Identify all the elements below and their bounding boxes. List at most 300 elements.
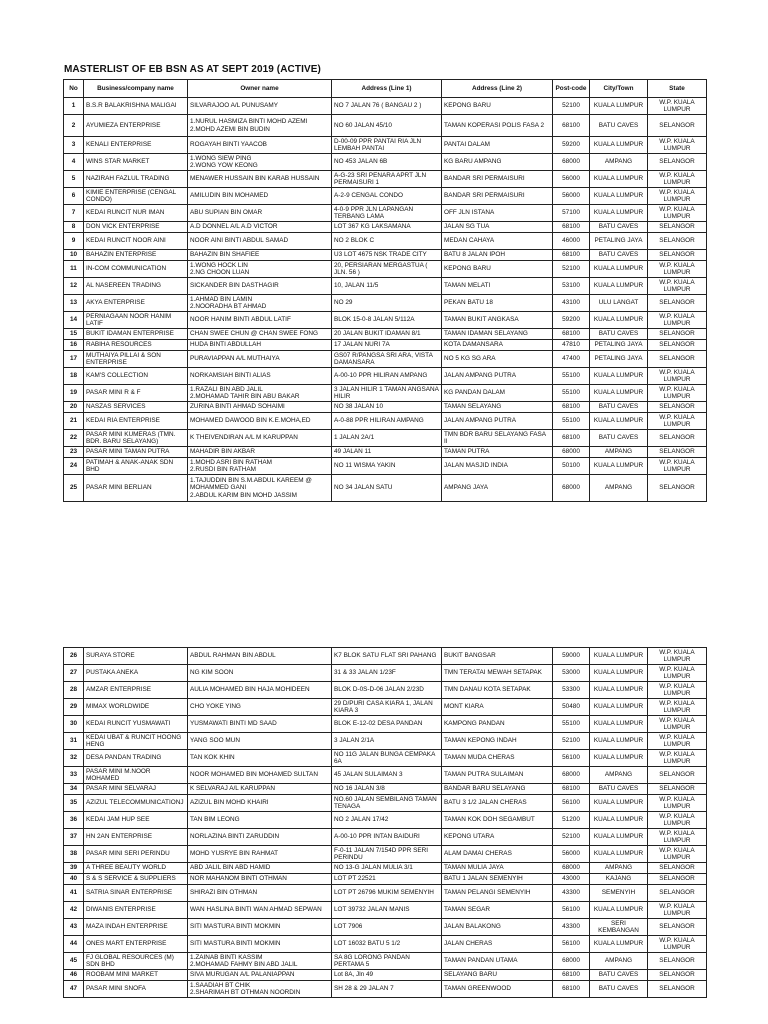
cell-state: W.P. KUALA LUMPUR bbox=[648, 261, 707, 278]
table-row bbox=[64, 171, 707, 188]
table-row bbox=[64, 475, 707, 502]
cell-business: PASAR MINI SERI PERINDU bbox=[84, 846, 188, 863]
table-row bbox=[64, 458, 707, 475]
table-row bbox=[64, 368, 707, 385]
cell-business: ONES MART ENTERPRISE bbox=[84, 936, 188, 953]
cell-state: W.P. KUALA LUMPUR bbox=[648, 936, 707, 953]
cell-address-line-1: 3 JALAN 2/1A bbox=[332, 733, 442, 750]
cell-post: 59000 bbox=[553, 648, 590, 665]
cell-city: KUALA LUMPUR bbox=[590, 188, 648, 205]
cell-address-line-2: BANDAR SRI PERMAISURI bbox=[442, 171, 553, 188]
cell-post: 57100 bbox=[553, 205, 590, 222]
cell-address-line-2: TAMAN KEPONG INDAH bbox=[442, 733, 553, 750]
cell-business: MUTHAIYA PILLAI & SON ENTERPRISE bbox=[84, 351, 188, 368]
cell-city: KUALA LUMPUR bbox=[590, 936, 648, 953]
header-owner: Owner name bbox=[188, 80, 332, 98]
cell-state: SELANGOR bbox=[648, 981, 707, 998]
cell-business: PASAR MINI SNOFA bbox=[84, 981, 188, 998]
cell-state: W.P. KUALA LUMPUR bbox=[648, 137, 707, 154]
cell-post: 55100 bbox=[553, 413, 590, 430]
cell-city: KUALA LUMPUR bbox=[590, 261, 648, 278]
table-row bbox=[64, 863, 707, 874]
cell-address-line-2: KEPONG BARU bbox=[442, 98, 553, 115]
cell-owner: AZIZUL BIN MOHD KHAIRI bbox=[188, 795, 332, 812]
cell-business: KIMIE ENTERPRISE (CENGAL CONDO) bbox=[84, 188, 188, 205]
cell-address-line-2: BATU 8 JALAN IPOH bbox=[442, 250, 553, 261]
cell-owner: 1.RAZALI BIN ABD JALIL 2.MOHAMAD TAHIR BIN ABU BAKAR bbox=[188, 385, 332, 402]
table-row bbox=[64, 919, 707, 936]
cell-city: AMPANG bbox=[590, 863, 648, 874]
cell-city: BATU CAVES bbox=[590, 115, 648, 137]
cell-business: FJ GLOBAL RESOURCES (M) SDN BHD bbox=[84, 953, 188, 970]
cell-owner: 1.ZAINAB BINTI KASSIM 2.MOHAMAD FAHMY BIN ABD JALIL bbox=[188, 953, 332, 970]
cell-no: 10 bbox=[64, 250, 84, 261]
cell-address-line-1: NO.60 JALAN SEMBILANG TAMAN TENAGA bbox=[332, 795, 442, 812]
cell-post: 52100 bbox=[553, 829, 590, 846]
cell-business: S & S SERVICE & SUPPLIERS bbox=[84, 874, 188, 885]
cell-state: SELANGOR bbox=[648, 222, 707, 233]
cell-post: 50480 bbox=[553, 699, 590, 716]
cell-no: 46 bbox=[64, 970, 84, 981]
table-row bbox=[64, 385, 707, 402]
cell-address-line-2: BANDAR BARU SELAYANG bbox=[442, 784, 553, 795]
cell-business: DESA PANDAN TRADING bbox=[84, 750, 188, 767]
cell-owner: BAHAZIN BIN SHAFIEE bbox=[188, 250, 332, 261]
cell-city: KUALA LUMPUR bbox=[590, 278, 648, 295]
cell-owner: NOOR MOHAMED BIN MOHAMED SULTAN bbox=[188, 767, 332, 784]
cell-address-line-2: JALAN MASJID INDIA bbox=[442, 458, 553, 475]
cell-address-line-2: MONT KIARA bbox=[442, 699, 553, 716]
cell-no: 21 bbox=[64, 413, 84, 430]
cell-address-line-1: U3 LOT 4675 NSK TRADE CITY bbox=[332, 250, 442, 261]
cell-state: W.P. KUALA LUMPUR bbox=[648, 648, 707, 665]
cell-business: DON VICK ENTERPRISE bbox=[84, 222, 188, 233]
cell-address-line-1: BLOK D-0S-D-06 JALAN 2/23D bbox=[332, 682, 442, 699]
cell-address-line-2: PANTAI DALAM bbox=[442, 137, 553, 154]
cell-address-line-1: SA 8G LORONG PANDAN PERTAMA 5 bbox=[332, 953, 442, 970]
cell-state: W.P. KUALA LUMPUR bbox=[648, 188, 707, 205]
cell-city: KUALA LUMPUR bbox=[590, 795, 648, 812]
cell-no: 34 bbox=[64, 784, 84, 795]
table-row bbox=[64, 953, 707, 970]
cell-post: 68000 bbox=[553, 953, 590, 970]
cell-city: BATU CAVES bbox=[590, 402, 648, 413]
table-row bbox=[64, 233, 707, 250]
cell-no: 1 bbox=[64, 98, 84, 115]
cell-state: SELANGOR bbox=[648, 447, 707, 458]
cell-post: 68100 bbox=[553, 250, 590, 261]
cell-post: 52100 bbox=[553, 261, 590, 278]
table-row bbox=[64, 188, 707, 205]
table-row bbox=[64, 98, 707, 115]
cell-no: 18 bbox=[64, 368, 84, 385]
cell-address-line-2: JALAN CHERAS bbox=[442, 936, 553, 953]
cell-address-line-2: TMN DANAU KOTA SETAPAK bbox=[442, 682, 553, 699]
cell-address-line-2: KEPONG BARU bbox=[442, 261, 553, 278]
cell-state: W.P. KUALA LUMPUR bbox=[648, 699, 707, 716]
cell-address-line-1: LOT PT 22521 bbox=[332, 874, 442, 885]
cell-owner: NORKAMSIAH BINTI ALIAS bbox=[188, 368, 332, 385]
cell-state: W.P. KUALA LUMPUR bbox=[648, 413, 707, 430]
table-row bbox=[64, 261, 707, 278]
cell-city: KUALA LUMPUR bbox=[590, 413, 648, 430]
cell-owner: SICKANDER BIN DASTHAGIR bbox=[188, 278, 332, 295]
cell-city: PETALING JAYA bbox=[590, 351, 648, 368]
cell-address-line-2: BATU 1 JALAN SEMENYIH bbox=[442, 874, 553, 885]
cell-state: W.P. KUALA LUMPUR bbox=[648, 902, 707, 919]
cell-business: KEDAI UBAT & RUNCIT HOONG HENG bbox=[84, 733, 188, 750]
cell-address-line-1: 1 JALAN 2A/1 bbox=[332, 430, 442, 447]
cell-city: ULU LANGAT bbox=[590, 295, 648, 312]
cell-business: PASAR MINI SELVARAJ bbox=[84, 784, 188, 795]
cell-no: 28 bbox=[64, 682, 84, 699]
cell-address-line-2: PEKAN BATU 18 bbox=[442, 295, 553, 312]
header-row bbox=[64, 80, 707, 98]
cell-post: 50100 bbox=[553, 458, 590, 475]
table-row bbox=[64, 902, 707, 919]
cell-address-line-1: 49 JALAN 11 bbox=[332, 447, 442, 458]
cell-city: KUALA LUMPUR bbox=[590, 205, 648, 222]
cell-address-line-1: LOT 16032 BATU 5 1/2 bbox=[332, 936, 442, 953]
header-state: State bbox=[648, 80, 707, 98]
cell-city: SEMENYIH bbox=[590, 885, 648, 902]
cell-post: 68000 bbox=[553, 447, 590, 458]
cell-address-line-2: JALAN BALAKONG bbox=[442, 919, 553, 936]
cell-no: 3 bbox=[64, 137, 84, 154]
table-row bbox=[64, 716, 707, 733]
cell-no: 45 bbox=[64, 953, 84, 970]
cell-post: 56000 bbox=[553, 171, 590, 188]
cell-state: SELANGOR bbox=[648, 295, 707, 312]
cell-city: PETALING JAYA bbox=[590, 340, 648, 351]
cell-address-line-1: Lot 8A, Jln 49 bbox=[332, 970, 442, 981]
table-row bbox=[64, 447, 707, 458]
cell-no: 38 bbox=[64, 846, 84, 863]
cell-address-line-1: SH 28 & 29 JALAN 7 bbox=[332, 981, 442, 998]
cell-state: SELANGOR bbox=[648, 351, 707, 368]
table-row bbox=[64, 665, 707, 682]
cell-owner: YUSMAWATI BINTI MD SAAD bbox=[188, 716, 332, 733]
cell-address-line-2: JALAN SG TUA bbox=[442, 222, 553, 233]
cell-state: W.P. KUALA LUMPUR bbox=[648, 812, 707, 829]
cell-owner: ABDUL RAHMAN BIN ABDUL bbox=[188, 648, 332, 665]
cell-business: ROOBAM MINI MARKET bbox=[84, 970, 188, 981]
cell-no: 17 bbox=[64, 351, 84, 368]
cell-no: 23 bbox=[64, 447, 84, 458]
cell-owner: 1.NURUL HASMIZA BINTI MOHD AZEMI 2.MOHD AZEMI BIN BUDIN bbox=[188, 115, 332, 137]
cell-city: KUALA LUMPUR bbox=[590, 665, 648, 682]
cell-business: KEDAI RIA ENTERPRISE bbox=[84, 413, 188, 430]
cell-state: SELANGOR bbox=[648, 874, 707, 885]
cell-city: AMPANG bbox=[590, 447, 648, 458]
cell-city: KUALA LUMPUR bbox=[590, 458, 648, 475]
cell-address-line-2: JALAN AMPANG PUTRA bbox=[442, 368, 553, 385]
cell-post: 68100 bbox=[553, 430, 590, 447]
cell-post: 68100 bbox=[553, 402, 590, 413]
cell-state: SELANGOR bbox=[648, 340, 707, 351]
cell-city: KUALA LUMPUR bbox=[590, 312, 648, 329]
cell-business: HN 2AN ENTERPRISE bbox=[84, 829, 188, 846]
cell-post: 68000 bbox=[553, 863, 590, 874]
cell-no: 26 bbox=[64, 648, 84, 665]
cell-address-line-1: F-0-11 JALAN 7/154D PPR SERI PERINDU bbox=[332, 846, 442, 863]
cell-business: PASAR MINI TAMAN PUTRA bbox=[84, 447, 188, 458]
table-row bbox=[64, 222, 707, 233]
masterlist-table-top bbox=[63, 79, 707, 502]
cell-address-line-1: LOT PT 26796 MUKIM SEMENYIH bbox=[332, 885, 442, 902]
cell-business: KENALI ENTERPRISE bbox=[84, 137, 188, 154]
cell-address-line-2: TAMAN IDAMAN SELAYANG bbox=[442, 329, 553, 340]
table-row bbox=[64, 295, 707, 312]
cell-city: BATU CAVES bbox=[590, 222, 648, 233]
cell-business: RABIHA RESOURCES bbox=[84, 340, 188, 351]
cell-no: 29 bbox=[64, 699, 84, 716]
cell-business: PUSTAKA ANEKA bbox=[84, 665, 188, 682]
cell-city: BATU CAVES bbox=[590, 970, 648, 981]
cell-post: 56000 bbox=[553, 188, 590, 205]
cell-address-line-2: TAMAN SEGAR bbox=[442, 902, 553, 919]
cell-no: 37 bbox=[64, 829, 84, 846]
cell-business: MIMAX WORLDWIDE bbox=[84, 699, 188, 716]
table-row bbox=[64, 750, 707, 767]
cell-address-line-2: KOTA DAMANSARA bbox=[442, 340, 553, 351]
cell-state: W.P. KUALA LUMPUR bbox=[648, 665, 707, 682]
cell-owner: YANG SOO MUN bbox=[188, 733, 332, 750]
cell-city: KUALA LUMPUR bbox=[590, 385, 648, 402]
cell-business: AMZAR ENTERPRISE bbox=[84, 682, 188, 699]
cell-state: W.P. KUALA LUMPUR bbox=[648, 795, 707, 812]
table-row bbox=[64, 885, 707, 902]
cell-business: AYUMIEZA ENTERPRISE bbox=[84, 115, 188, 137]
cell-no: 39 bbox=[64, 863, 84, 874]
cell-business: SATRIA SINAR ENTERPRISE bbox=[84, 885, 188, 902]
cell-state: W.P. KUALA LUMPUR bbox=[648, 846, 707, 863]
cell-address-line-2: KG PANDAN DALAM bbox=[442, 385, 553, 402]
table-row bbox=[64, 329, 707, 340]
cell-owner: MAHADIR BIN AKBAR bbox=[188, 447, 332, 458]
cell-city: KUALA LUMPUR bbox=[590, 368, 648, 385]
cell-address-line-1: NO 13-G JALAN MULIA 3/1 bbox=[332, 863, 442, 874]
cell-state: SELANGOR bbox=[648, 475, 707, 502]
table-row bbox=[64, 874, 707, 885]
cell-no: 14 bbox=[64, 312, 84, 329]
cell-state: W.P. KUALA LUMPUR bbox=[648, 312, 707, 329]
cell-owner: NOR MAHANOM BINTI OTHMAN bbox=[188, 874, 332, 885]
cell-owner: 1.SAADIAH BT CHIK 2.SHARIMAH BT OTHMAN NOORDIN bbox=[188, 981, 332, 998]
cell-post: 55100 bbox=[553, 716, 590, 733]
cell-no: 35 bbox=[64, 795, 84, 812]
cell-address-line-2: TAMAN PUTRA SULAIMAN bbox=[442, 767, 553, 784]
cell-address-line-1: D-00-09 PPR PANTAI RIA JLN LEMBAH PANTAI bbox=[332, 137, 442, 154]
cell-owner: TAN KOK KHIN bbox=[188, 750, 332, 767]
cell-address-line-1: LOT 7906 bbox=[332, 919, 442, 936]
cell-post: 53100 bbox=[553, 278, 590, 295]
cell-owner: PURAVIAPPAN A/L MUTHAIYA bbox=[188, 351, 332, 368]
cell-post: 68100 bbox=[553, 981, 590, 998]
cell-post: 56100 bbox=[553, 750, 590, 767]
cell-owner: TAN BIM LEONG bbox=[188, 812, 332, 829]
cell-address-line-2: ALAM DAMAI CHERAS bbox=[442, 846, 553, 863]
cell-state: SELANGOR bbox=[648, 919, 707, 936]
cell-address-line-1: LOT 367 KG LAKSAMANA bbox=[332, 222, 442, 233]
cell-post: 68100 bbox=[553, 784, 590, 795]
cell-owner: SILVARAJOO A/L PUNUSAMY bbox=[188, 98, 332, 115]
cell-city: KUALA LUMPUR bbox=[590, 137, 648, 154]
table-row bbox=[64, 846, 707, 863]
cell-post: 59200 bbox=[553, 312, 590, 329]
cell-address-line-2: TAMAN PANDAN UTAMA bbox=[442, 953, 553, 970]
cell-city: AMPANG bbox=[590, 953, 648, 970]
table-row bbox=[64, 312, 707, 329]
table-row bbox=[64, 699, 707, 716]
cell-no: 16 bbox=[64, 340, 84, 351]
cell-business: B.S.R BALAKRISHNA MALIGAI bbox=[84, 98, 188, 115]
cell-owner: NORLAZINA BINTI ZARUDDIN bbox=[188, 829, 332, 846]
cell-no: 20 bbox=[64, 402, 84, 413]
cell-address-line-1: 4-0-9 PPR JLN LAPANGAN TERBANG LAMA bbox=[332, 205, 442, 222]
cell-post: 53000 bbox=[553, 665, 590, 682]
cell-address-line-2: TAMAN MULIA JAYA bbox=[442, 863, 553, 874]
cell-city: KUALA LUMPUR bbox=[590, 846, 648, 863]
cell-state: SELANGOR bbox=[648, 430, 707, 447]
table-row bbox=[64, 648, 707, 665]
cell-no: 15 bbox=[64, 329, 84, 340]
cell-owner: ABU SUPIAN BIN OMAR bbox=[188, 205, 332, 222]
header-address-line-1: Address (Line 1) bbox=[332, 80, 442, 98]
cell-post: 68000 bbox=[553, 154, 590, 171]
cell-address-line-1: NO 11 WISMA YAKIN bbox=[332, 458, 442, 475]
cell-address-line-2: KEPONG UTARA bbox=[442, 829, 553, 846]
cell-no: 33 bbox=[64, 767, 84, 784]
cell-address-line-1: 31 & 33 JALAN 1/23F bbox=[332, 665, 442, 682]
cell-address-line-2: TAMAN PELANGI SEMENYIH bbox=[442, 885, 553, 902]
cell-no: 2 bbox=[64, 115, 84, 137]
cell-owner: 1.WONG HOCK LIN 2.NG CHOON LUAN bbox=[188, 261, 332, 278]
cell-no: 9 bbox=[64, 233, 84, 250]
cell-no: 30 bbox=[64, 716, 84, 733]
cell-owner: 1.MOHD ASRI BIN RATHAM 2.RUSDI BIN RATHAM bbox=[188, 458, 332, 475]
cell-business: SURAYA STORE bbox=[84, 648, 188, 665]
cell-owner: MENAWER HUSSAIN BIN KARAB HUSSAIN bbox=[188, 171, 332, 188]
cell-state: SELANGOR bbox=[648, 885, 707, 902]
cell-address-line-1: 10, JALAN 11/5 bbox=[332, 278, 442, 295]
cell-address-line-1: NO 11G JALAN BUNGA CEMPAKA 6A bbox=[332, 750, 442, 767]
cell-city: KUALA LUMPUR bbox=[590, 733, 648, 750]
cell-post: 68000 bbox=[553, 767, 590, 784]
cell-business: BAHAZIN ENTERPRISE bbox=[84, 250, 188, 261]
cell-no: 27 bbox=[64, 665, 84, 682]
cell-city: PETALING JAYA bbox=[590, 233, 648, 250]
cell-city: KUALA LUMPUR bbox=[590, 699, 648, 716]
cell-address-line-2: SELAYANG BARU bbox=[442, 970, 553, 981]
cell-state: W.P. KUALA LUMPUR bbox=[648, 829, 707, 846]
cell-post: 68100 bbox=[553, 222, 590, 233]
cell-city: AMPANG bbox=[590, 154, 648, 171]
cell-city: KUALA LUMPUR bbox=[590, 682, 648, 699]
cell-owner: CHAN SWEE CHUN @ CHAN SWEE FONG bbox=[188, 329, 332, 340]
cell-address-line-2: OFF JLN ISTANA bbox=[442, 205, 553, 222]
cell-no: 13 bbox=[64, 295, 84, 312]
cell-post: 43000 bbox=[553, 874, 590, 885]
cell-business: PASAR MINI M.NOOR MOHAMED bbox=[84, 767, 188, 784]
cell-state: SELANGOR bbox=[648, 970, 707, 981]
cell-owner: ZURINA BINTI AHMAD SOHAIMI bbox=[188, 402, 332, 413]
cell-address-line-1: A-00-10 PPR INTAN BAIDURI bbox=[332, 829, 442, 846]
cell-address-line-2: BUKIT BANGSAR bbox=[442, 648, 553, 665]
cell-post: 68100 bbox=[553, 329, 590, 340]
cell-no: 43 bbox=[64, 919, 84, 936]
cell-address-line-1: NO 7 JALAN 76 ( BANGAU 2 ) bbox=[332, 98, 442, 115]
cell-no: 41 bbox=[64, 885, 84, 902]
cell-no: 19 bbox=[64, 385, 84, 402]
cell-owner: MOHD YUSRYE BIN RAHMAT bbox=[188, 846, 332, 863]
cell-state: SELANGOR bbox=[648, 953, 707, 970]
cell-owner: ABD JALIL BIN ABD HAMID bbox=[188, 863, 332, 874]
cell-address-line-2: TAMAN GREENWOOD bbox=[442, 981, 553, 998]
cell-owner: NG KIM SOON bbox=[188, 665, 332, 682]
cell-business: PERNIAGAAN NOOR HANIM LATIF bbox=[84, 312, 188, 329]
document-title: MASTERLIST OF EB BSN AS AT SEPT 2019 (ACTIVE) bbox=[64, 64, 321, 75]
cell-address-line-1: 3 JALAN HILIR 1 TAMAN ANGSANA HILIR bbox=[332, 385, 442, 402]
cell-owner: AULIA MOHAMED BIN HAJA MOHIDEEN bbox=[188, 682, 332, 699]
cell-owner: A.D DONNEL A/L A.D VICTOR bbox=[188, 222, 332, 233]
cell-post: 68000 bbox=[553, 475, 590, 502]
cell-city: BATU CAVES bbox=[590, 329, 648, 340]
cell-city: KUALA LUMPUR bbox=[590, 98, 648, 115]
cell-address-line-1: NO 60 JALAN 45/10 bbox=[332, 115, 442, 137]
cell-business: NASZAS SERVICES bbox=[84, 402, 188, 413]
cell-business: IN-COM COMMUNICATION bbox=[84, 261, 188, 278]
cell-owner: K SELVARAJ A/L KARUPPAN bbox=[188, 784, 332, 795]
cell-address-line-1: NO 2 JALAN 17/42 bbox=[332, 812, 442, 829]
cell-address-line-2: TMN BDR BARU SELAYANG FASA II bbox=[442, 430, 553, 447]
cell-address-line-1: LOT 39732 JALAN MANIS bbox=[332, 902, 442, 919]
cell-address-line-1: NO 453 JALAN 6B bbox=[332, 154, 442, 171]
cell-address-line-2: TAMAN BUKIT ANGKASA bbox=[442, 312, 553, 329]
cell-address-line-2: MEDAN CAHAYA bbox=[442, 233, 553, 250]
cell-owner: SITI MASTURA BINTI MOKMIN bbox=[188, 919, 332, 936]
cell-no: 36 bbox=[64, 812, 84, 829]
cell-state: SELANGOR bbox=[648, 329, 707, 340]
table-row bbox=[64, 154, 707, 171]
table-body-top bbox=[64, 98, 707, 502]
cell-city: KUALA LUMPUR bbox=[590, 716, 648, 733]
cell-business: AL NASEREEN TRADING bbox=[84, 278, 188, 295]
cell-city: BATU CAVES bbox=[590, 430, 648, 447]
cell-owner: SIVA MURUGAN A/L PALANIAPPAN bbox=[188, 970, 332, 981]
cell-address-line-2: TAMAN MUDA CHERAS bbox=[442, 750, 553, 767]
cell-no: 22 bbox=[64, 430, 84, 447]
cell-city: BATU CAVES bbox=[590, 784, 648, 795]
cell-business: PATIMAH & ANAK-ANAK SDN BHD bbox=[84, 458, 188, 475]
table-row bbox=[64, 767, 707, 784]
cell-address-line-2: TAMAN KOK DOH SEGAMBUT bbox=[442, 812, 553, 829]
cell-city: KUALA LUMPUR bbox=[590, 648, 648, 665]
cell-owner: AMILUDIN BIN MOHAMED bbox=[188, 188, 332, 205]
cell-address-line-2: TMN TERATAI MEWAH SETAPAK bbox=[442, 665, 553, 682]
cell-owner: MOHAMED DAWOOD BIN K.E.MOHA,ED bbox=[188, 413, 332, 430]
cell-post: 68100 bbox=[553, 115, 590, 137]
cell-address-line-1: A-0-88 PPR HILIRAN AMPANG bbox=[332, 413, 442, 430]
cell-business: MAZA INDAH ENTERPRISE bbox=[84, 919, 188, 936]
cell-no: 25 bbox=[64, 475, 84, 502]
table-row bbox=[64, 784, 707, 795]
cell-state: W.P. KUALA LUMPUR bbox=[648, 278, 707, 295]
cell-state: W.P. KUALA LUMPUR bbox=[648, 205, 707, 222]
cell-state: W.P. KUALA LUMPUR bbox=[648, 682, 707, 699]
cell-post: 56100 bbox=[553, 795, 590, 812]
table-row bbox=[64, 413, 707, 430]
